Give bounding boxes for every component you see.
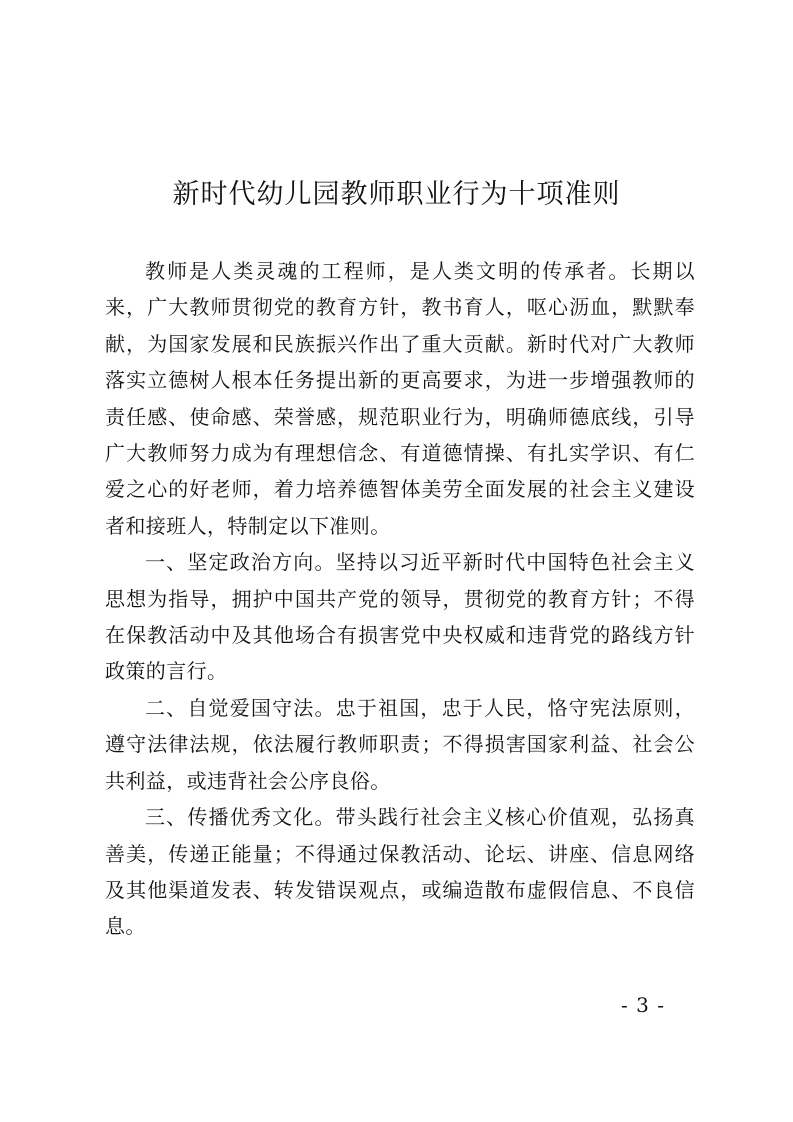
document-title: 新时代幼儿园教师职业行为十项准则 xyxy=(172,179,621,210)
page-number: - 3 - xyxy=(621,993,665,1017)
rule-paragraph-1: 一、坚定政治方向。坚持以习近平新时代中国特色社会主义思想为指导，拥护中国共产党的领导，贯彻党的教育方针；不得在保教活动中及其他场合有损害党中央权威和违背党的路线方针政策的言行。 xyxy=(105,550,695,684)
rule-paragraph-2: 二、自觉爱国守法。忠于祖国，忠于人民，恪守宪法原则，遵守法律法规，依法履行教师职责；不得损害国家利益、社会公共利益，或违背社会公序良俗。 xyxy=(105,695,695,793)
rule-paragraph-3: 三、传播优秀文化。带头践行社会主义核心价值观，弘扬真善美，传递正能量；不得通过保教活动、论坛、讲座、信息网络及其他渠道发表、转发错误观点，或编造散布虚假信息、不良信息。 xyxy=(105,805,695,939)
preamble-paragraph: 教师是人类灵魂的工程师，是人类文明的传承者。长期以来，广大教师贯彻党的教育方针，教书育人，呕心沥血，默默奉献，为国家发展和民族振兴作出了重大贡献。新时代对广大教师落实立德树人根本任务提出新的更高要求，为进一步增强教师的责任感、使命感、荣誉感，规范职业行为，明确师德底线，引导广大教师努力成为有理想信念、有道德情操、有扎实学识、有仁爱之心的好老师，着力培养德智体美劳全面发展的社会主义建设者和接班人，特制定以下准则。 xyxy=(105,259,695,538)
document-body xyxy=(105,253,695,945)
